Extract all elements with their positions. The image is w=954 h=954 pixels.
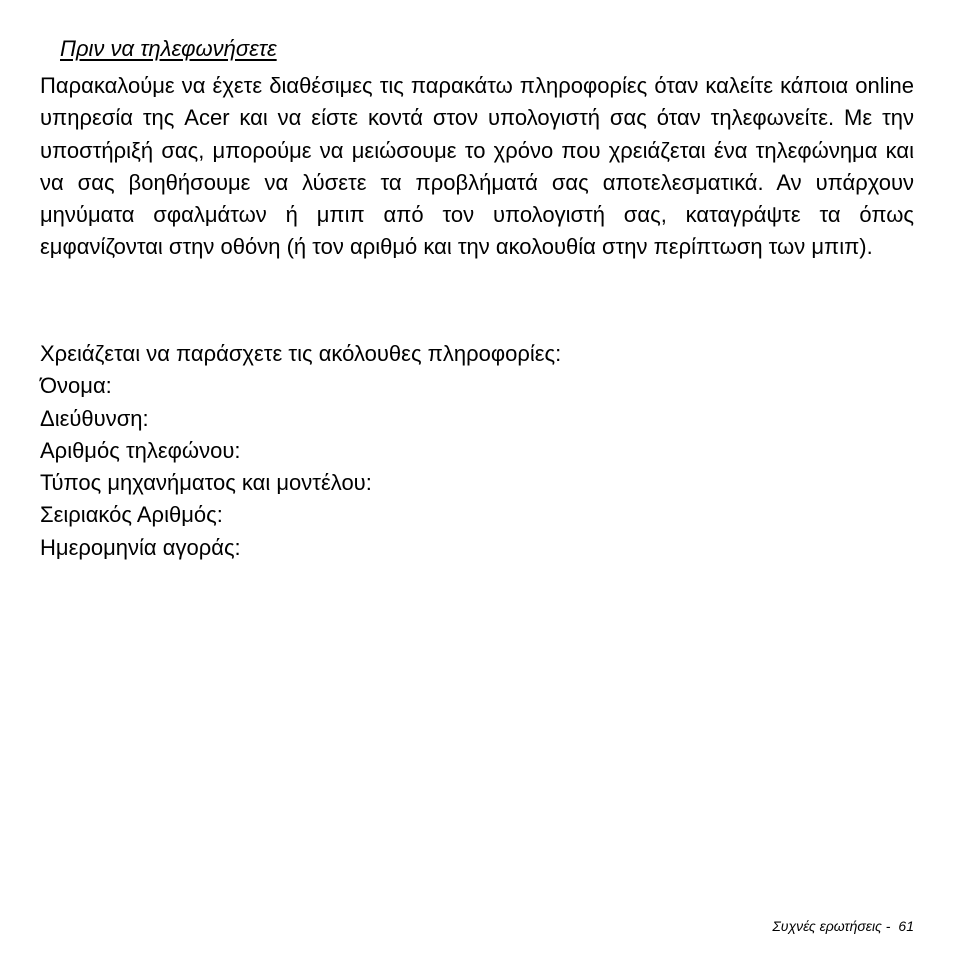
field-name-label: Όνομα: [40,373,112,399]
body-paragraph: Παρακαλούμε να έχετε διαθέσιμες τις παρακάτω πληροφορίες όταν καλείτε κάποια online υπηρεσία της Acer και να είστε κοντά στον υπολογιστή σας όταν τηλεφωνείτε. Με την υποστήριξή σας, μπορούμε να μειώσουμε το χρόνο που χρειάζεται ένα τηλεφώνημα και να σας βοηθήσουμε να λύσετε τα προβλήματά σας αποτελεσματικά. Αν υπάρχουν μηνύματα σφαλμάτων ή μπιπ από τον υπολογιστή σας, καταγράψτε τα όπως εμφανίζονται στην οθόνη (ή τον αριθμό και την ακολουθία στην περίπτωση των μπιπ). [40,73,914,260]
field-phone-label: Αριθμός τηλεφώνου: [40,437,241,463]
section-heading: Πριν να τηλεφωνήσετε [60,36,277,61]
field-serial-number-label: Σειριακός Αριθμός: [40,502,223,528]
page-footer [772,916,914,936]
field-machine-model-label: Τύπος μηχανήματος και μοντέλου: [40,470,372,496]
page-number: 61 [898,918,914,934]
field-address-label: Διεύθυνση: [40,405,149,431]
field-purchase-date-label: Ημερομηνία αγοράς: [40,534,241,560]
required-info-intro: Χρειάζεται να παράσχετε τις ακόλουθες πληροφορίες: [40,341,562,366]
required-info-list [40,338,914,564]
footer-section-title: Συχνές ερωτήσεις - [772,918,891,934]
